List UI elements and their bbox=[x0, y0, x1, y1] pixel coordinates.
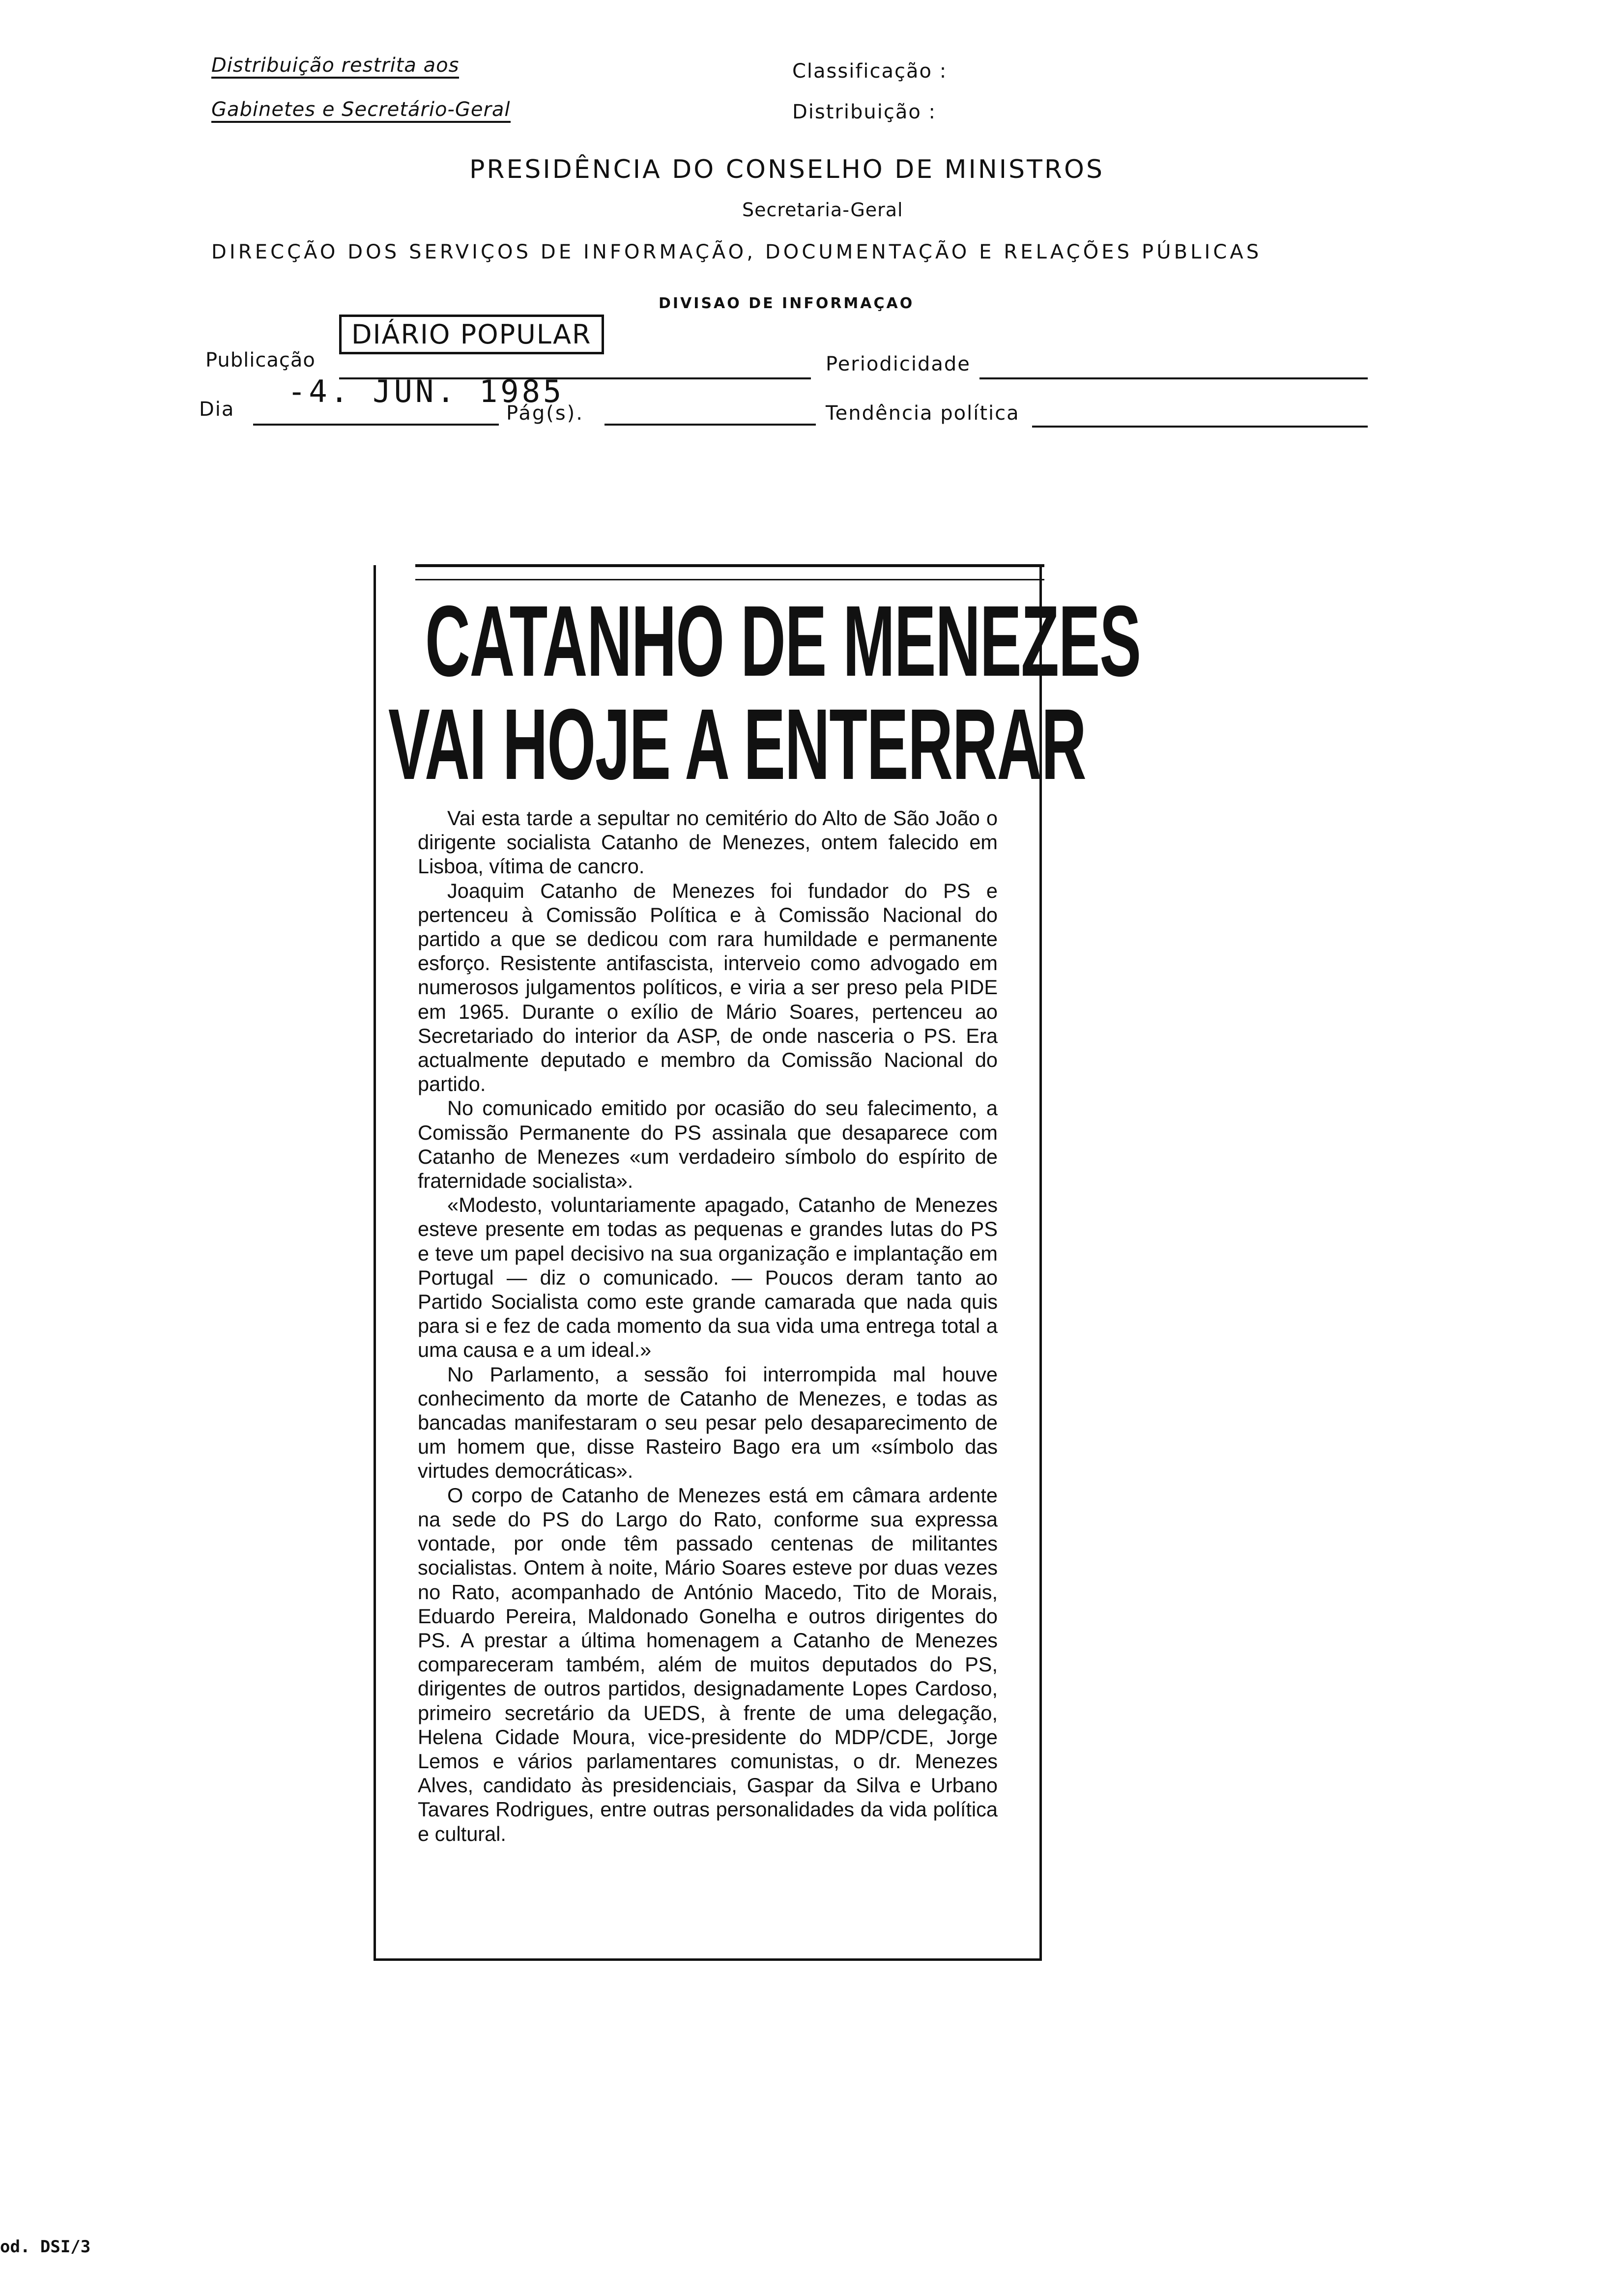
dia-label: Dia bbox=[199, 398, 235, 421]
article-paragraph: No comunicado emitido por ocasião do seu falecimento, a Comissão Permanente do PS assinala que desaparece com Catanho de Menezes «um verdadeiro símbolo do espírito de fraternidade socialista». bbox=[418, 1096, 998, 1193]
periodicidade-underline bbox=[979, 377, 1368, 379]
clipping-top-rule bbox=[415, 564, 1044, 567]
headline-line1: CATANHO DE MENEZES bbox=[425, 585, 1141, 697]
article-paragraph: O corpo de Catanho de Menezes está em câmara ardente na sede do PS do Largo do Rato, conforme sua expressa vontade, por onde têm passado centenas de militantes socialistas. Ontem à noite, Mário Soares esteve por duas vezes no Rato, acompanhado de António Macedo, Tito de Morais, Eduardo Pereira, Maldonado Gonelha e outros dirigentes do PS. A prestar a última homenagem a Catanho de Menezes compareceram também, além de muitos deputados do PS, dirigentes de outros partidos, designadamente Lopes Cardoso, primeiro secretário da UEDS, à frente de uma delegação, Helena Cidade Moura, vice-presidente do MDP/CDE, Jorge Lemos e vários parlamentares comunistas, o dr. Menezes Alves, candidato às presidenciais, Gaspar da Silva e Urbano Tavares Rodrigues, entre outras personalidades da vida política e cultural. bbox=[418, 1483, 998, 1845]
article-paragraph: Joaquim Catanho de Menezes foi fundador do PS e pertenceu à Comissão Política e à Comissão Nacional do partido a que se dedicou com rara humildade e permanente esforço. Resistente antifascista, interveio como advogado em numerosos julgamentos políticos, e viria a ser preso pela PIDE em 1965. Durante o exílio de Mário Soares, pertenceu ao Secretariado do interior da ASP, de onde nasceria o PS. Era actualmente deputado e membro da Comissão Nacional do partido. bbox=[418, 879, 998, 1096]
publicacao-label: Publicação bbox=[205, 349, 316, 372]
page-title: PRESIDÊNCIA DO CONSELHO DE MINISTROS bbox=[469, 155, 1104, 184]
periodicidade-label: Periodicidade bbox=[826, 353, 971, 375]
headline-line2: VAI HOJE A ENTERRAR bbox=[388, 688, 1086, 801]
article-paragraph: Vai esta tarde a sepultar no cemitério do Alto de São João o dirigente socialista Catanho de Menezes, ontem falecido em Lisboa, vítima de cancro. bbox=[418, 806, 998, 878]
date-stamp: -4. JUN. 1985 bbox=[288, 373, 565, 409]
distribution-note-line1: Distribuição restrita aos bbox=[211, 54, 459, 77]
tendencia-label: Tendência política bbox=[826, 402, 1020, 425]
article-paragraph: No Parlamento, a sessão foi interrompida mal houve conhecimento da morte de Catanho de Menezes, e todas as bancadas manifestaram o seu pesar pelo desaparecimento de um homem que, disse Rasteiro Bago era um «símbolo das virtudes democráticas». bbox=[418, 1362, 998, 1483]
clipping-top-rule-thin bbox=[415, 579, 1044, 580]
pag-label: Pág(s). bbox=[506, 402, 584, 425]
directorate-line: DIRECÇÃO DOS SERVIÇOS DE INFORMAÇÃO, DOCUMENTAÇÃO E RELAÇÕES PÚBLICAS bbox=[211, 241, 1262, 263]
publication-stamp: DIÁRIO POPULAR bbox=[339, 315, 604, 354]
division-label: DIVISAO DE INFORMAÇAO bbox=[659, 295, 915, 312]
tendencia-underline bbox=[1032, 426, 1368, 428]
distribution-note-line2: Gabinetes e Secretário-Geral bbox=[211, 98, 511, 121]
dia-underline bbox=[253, 424, 499, 426]
article-paragraph: «Modesto, voluntariamente apagado, Catanho de Menezes esteve presente em todas as pequenas e grandes lutas do PS e teve um papel decisivo na sua organização e implantação em Portugal — diz o comunicado. — Poucos deram tanto ao Partido Socialista como este grande camarada que nada quis para si e fez de cada momento da sua vida uma entrega total a uma causa e a um ideal.» bbox=[418, 1193, 998, 1362]
form-code: od. DSI/3 bbox=[0, 2237, 91, 2257]
page-subtitle: Secretaria-Geral bbox=[742, 199, 903, 221]
distribuicao-label: Distribuição : bbox=[792, 101, 937, 123]
classificacao-label: Classificação : bbox=[792, 60, 948, 83]
pag-underline bbox=[604, 424, 816, 426]
article-body bbox=[418, 806, 998, 1846]
